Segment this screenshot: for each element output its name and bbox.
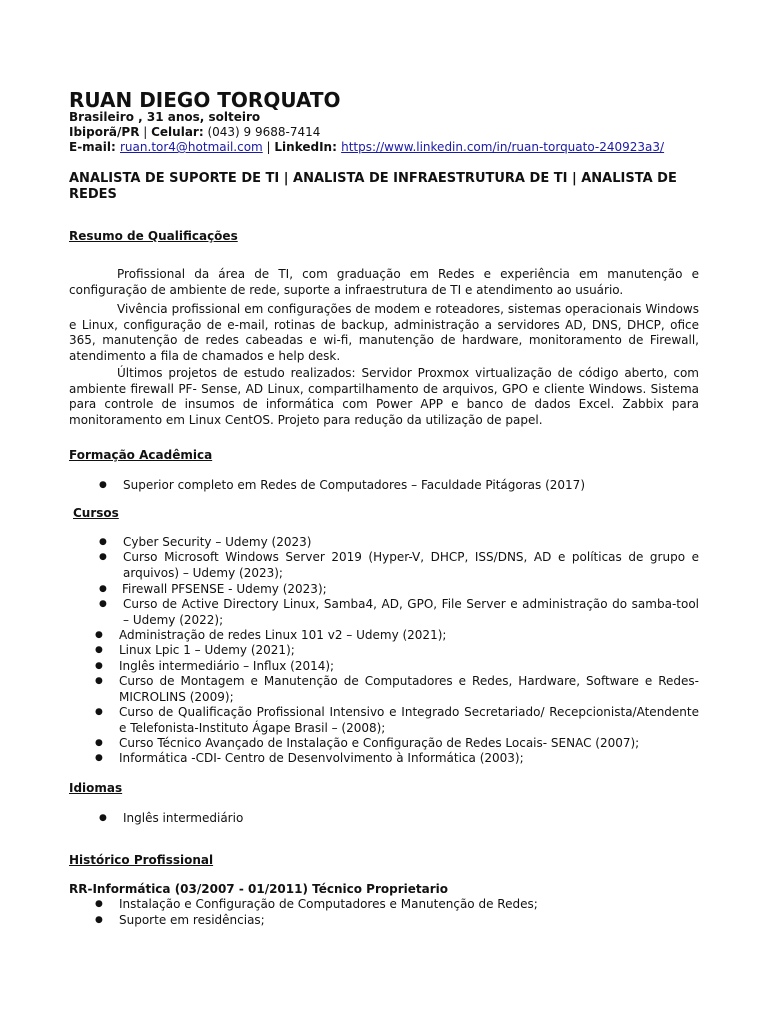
separator: | [262, 140, 275, 154]
phone-label: Celular: [151, 125, 204, 139]
bullet-icon: ● [95, 899, 103, 909]
linkedin-label: LinkedIn: [274, 140, 337, 154]
course-item: Curso de Active Directory Linux, Samba4, AD, GPO, File Server e administração do samba-tool – Udemy (2022); [123, 597, 699, 627]
bullet-icon: ● [95, 676, 103, 686]
summary-paragraph [69, 366, 699, 428]
section-heading-resumo: Resumo de Qualificações [69, 229, 238, 243]
location-phone [69, 125, 320, 140]
course-item: Curso Microsoft Windows Server 2019 (Hyper-V, DHCP, ISS/DNS, AD e políticas de grupo e arquivos) – Udemy (2023); [123, 550, 699, 580]
phone-value: (043) 9 9688-7414 [203, 125, 321, 139]
language-item: Inglês intermediário [123, 811, 244, 825]
course-item: Informática -CDI- Centro de Desenvolvimento à Informática (2003); [119, 751, 524, 765]
formacao-item: Superior completo em Redes de Computadores – Faculdade Pitágoras (2017) [123, 478, 585, 492]
course-item: Firewall PFSENSE - Udemy (2023); [122, 582, 327, 596]
email-link[interactable]: ruan.tor4@hotmail.com [120, 140, 263, 154]
summary-text-3: Últimos projetos de estudo realizados: Servidor Proxmox virtualização de código aberto, com ambiente firewall PF- Sense, AD Linux, compartilhamento de arquivos, GPO e cliente Windows. Sistema para controle de insumos de informática com Power APP e banco de dados Excel. Zabbix para monitoramento em Linux CentOS. Projeto para redução da utilização de papel. [69, 366, 699, 427]
course-item: Cyber Security – Udemy (2023) [123, 535, 312, 549]
section-heading-cursos: Cursos [73, 506, 119, 520]
course-item: Curso de Qualificação Profissional Intensivo e Integrado Secretariado/ Recepcionista/Atendente e Telefonista-Instituto Ágape Brasil – (2008); [119, 705, 699, 735]
bullet-icon: ● [99, 599, 107, 609]
bullet-icon: ● [99, 480, 107, 490]
job-duty: Suporte em residências; [119, 913, 265, 927]
bullet-icon: ● [95, 630, 103, 640]
bullet-icon: ● [95, 915, 103, 925]
bullet-icon: ● [99, 537, 107, 547]
course-item: Linux Lpic 1 – Udemy (2021); [119, 643, 295, 657]
bullet-icon: ● [95, 707, 103, 717]
course-item: Administração de redes Linux 101 v2 – Udemy (2021); [119, 628, 447, 642]
job-duty: Instalação e Configuração de Computadores e Manutenção de Redes; [119, 897, 538, 911]
bullet-icon: ● [95, 661, 103, 671]
section-heading-formacao: Formação Acadêmica [69, 448, 213, 462]
bullet-icon: ● [95, 645, 103, 655]
bullet-icon: ● [99, 552, 107, 562]
bullet-icon: ● [95, 753, 103, 763]
bullet-icon: ● [95, 738, 103, 748]
bullet-icon: ● [99, 584, 107, 594]
separator: | [139, 125, 152, 139]
email-label: E-mail: [69, 140, 116, 154]
job-title: RR-Informática (03/2007 - 01/2011) Técnico Proprietario [69, 882, 448, 896]
summary-paragraph [69, 267, 699, 298]
course-item: Inglês intermediário – Influx (2014); [119, 659, 335, 673]
section-heading-idiomas: Idiomas [69, 781, 123, 795]
bullet-icon: ● [99, 813, 107, 823]
candidate-name: RUAN DIEGO TORQUATO [69, 88, 341, 112]
course-item: Curso Técnico Avançado de Instalação e Configuração de Redes Locais- SENAC (2007); [119, 736, 640, 750]
linkedin-link[interactable]: https://www.linkedin.com/in/ruan-torquato-240923a3/ [341, 140, 665, 154]
contact-links [69, 140, 664, 155]
personal-info-text: Brasileiro , 31 anos, solteiro [69, 110, 261, 124]
course-item: Curso de Montagem e Manutenção de Computadores e Redes, Hardware, Software e Redes- MICROLINS (2009); [119, 674, 699, 704]
personal-info [69, 110, 260, 125]
summary-text-2: Vivência profissional em configurações de modem e roteadores, sistemas operacionais Windows e Linux, configuração de e-mail, rotinas de backup, administração a servidores AD, DNS, DHCP, ofice 365, manutenção de redes cabeadas e wi-fi, manutenção de hardware, monitoramento de Firewall, atendimento a fila de chamados e help desk. [69, 302, 699, 363]
summary-text-1: Profissional da área de TI, com graduação em Redes e experiência em manutenção e configuração de ambiente de rede, suporte a infraestrutura de TI e atendimento ao usuário. [69, 267, 699, 297]
summary-paragraph [69, 302, 699, 364]
professional-title: ANALISTA DE SUPORTE DE TI | ANALISTA DE INFRAESTRUTURA DE TI | ANALISTA DE REDES [69, 171, 677, 202]
city: Ibiporã/PR [69, 125, 140, 139]
section-heading-historico: Histórico Profissional [69, 853, 214, 867]
